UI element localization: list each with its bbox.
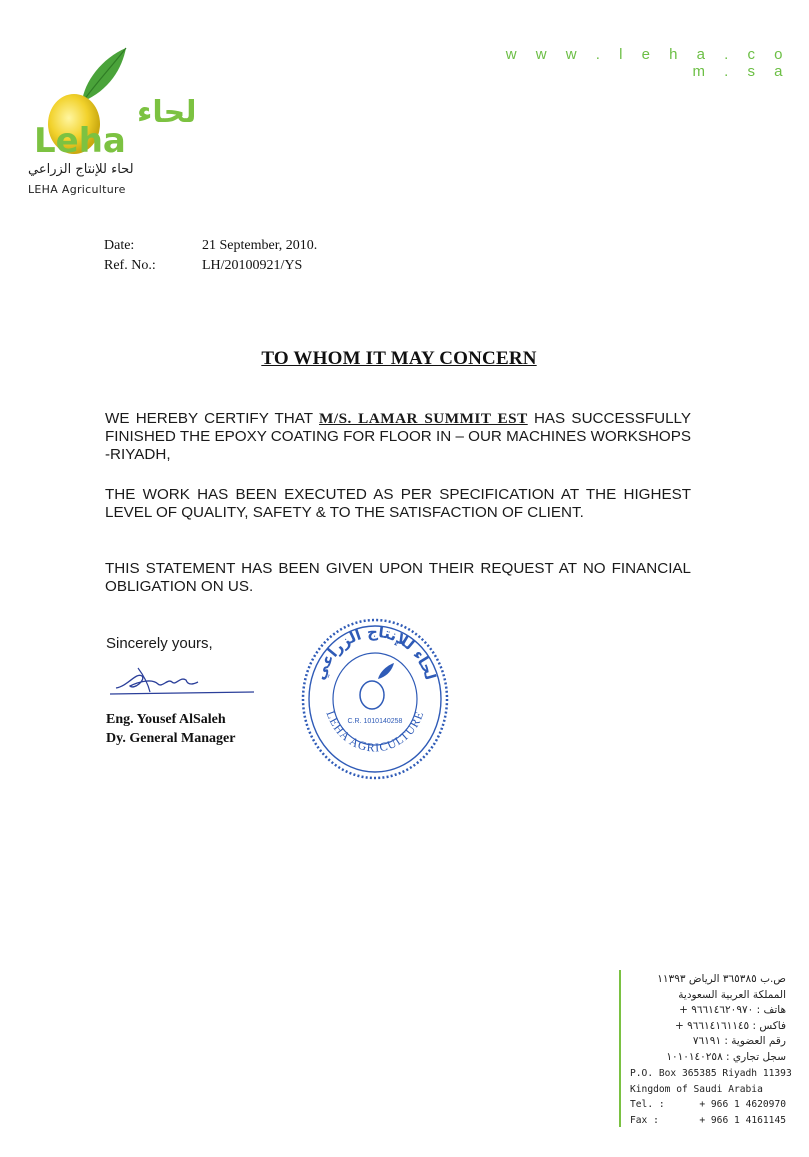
contractor-name: M/S. LAMAR SUMMIT EST [319, 410, 528, 427]
footer-accent-rule [619, 970, 621, 1127]
ref-label: Ref. No.: [104, 258, 156, 273]
closing-line: Sincerely yours, [106, 635, 213, 652]
logo-subtitle: LEHA Agriculture [28, 183, 126, 196]
signer-title: Dy. General Manager [106, 731, 236, 746]
obligation-paragraph: THIS STATEMENT HAS BEEN GIVEN UPON THEIR REQUEST AT NO FINANCIAL OBLIGATION ON US. [105, 560, 691, 595]
footer-ar-line: رقم العضوية : ٧٦١٩١ [692, 1035, 786, 1047]
certification-paragraph [105, 410, 691, 464]
date-label: Date: [104, 238, 135, 253]
svg-text:LEHA AGRICULTURE: LEHA AGRICULTURE [323, 708, 427, 755]
footer-ar-line: فاكس : ٩٦٦١٤١٦١١٤٥ + [674, 1019, 786, 1032]
letter-meta [104, 236, 317, 276]
date-value: 21 September, 2010. [202, 238, 318, 253]
svg-text:لحاء للإنتاج الزراعي: لحاء للإنتاج الزراعي [310, 622, 440, 683]
footer-country: Kingdom of Saudi Arabia [630, 1083, 763, 1095]
logo-arabic-name: لحاء للإنتاج الزراعي [28, 162, 134, 177]
quality-paragraph: THE WORK HAS BEEN EXECUTED AS PER SPECIFICATION AT THE HIGHEST LEVEL OF QUALITY, SAFETY & TO THE SATISFACTION OF CLIENT. [105, 486, 691, 521]
footer-ar-line: سجل تجاري : ١٠١٠١٤٠٢٥٨ [666, 1050, 786, 1063]
signer-name: Eng. Yousef AlSaleh [106, 712, 226, 727]
svg-text:Leha: Leha [34, 121, 126, 161]
svg-text:C.R. 1010140258: C.R. 1010140258 [347, 718, 403, 725]
stamp-leaf-icon [378, 663, 394, 679]
footer-ar-line: هاتف : ٩٦٦١٤٦٢٠٩٧٠ + [679, 1004, 786, 1016]
handwritten-signature [108, 664, 258, 700]
p1-lead: WE HEREBY CERTIFY THAT [105, 410, 320, 427]
letter-title: TO WHOM IT MAY CONCERN [261, 348, 537, 369]
company-stamp [300, 615, 450, 780]
footer-arabic-address [628, 972, 786, 1065]
footer-english-address [630, 1066, 792, 1128]
svg-text:لحاء: لحاء [137, 95, 197, 130]
footer-ar-line: ص.ب ٣٦٥٣٨٥ الرياض ١١٣٩٣ [657, 973, 786, 985]
footer-tel: + 966 1 4620970 [699, 1099, 786, 1110]
footer-tel-label: Tel. : [630, 1099, 665, 1110]
footer-fax-label: Fax : [630, 1114, 659, 1126]
p1-rest: HAS SUCCESSFULLY FINISHED THE EPOXY COATING FOR FLOOR IN – OUR MACHINES WORKSHOPS -RIYADH, [105, 410, 691, 463]
footer-ar-line: المملكة العربية السعودية [678, 988, 786, 1001]
footer-po-box: P.O. Box 365385 Riyadh 11393 [630, 1068, 792, 1079]
ref-value: LH/20100921/YS [202, 258, 303, 273]
signer-block [106, 710, 235, 748]
footer-fax: + 966 1 4161145 [699, 1114, 786, 1126]
website-url: w w w . l e h a . c o m . s a [505, 46, 790, 80]
